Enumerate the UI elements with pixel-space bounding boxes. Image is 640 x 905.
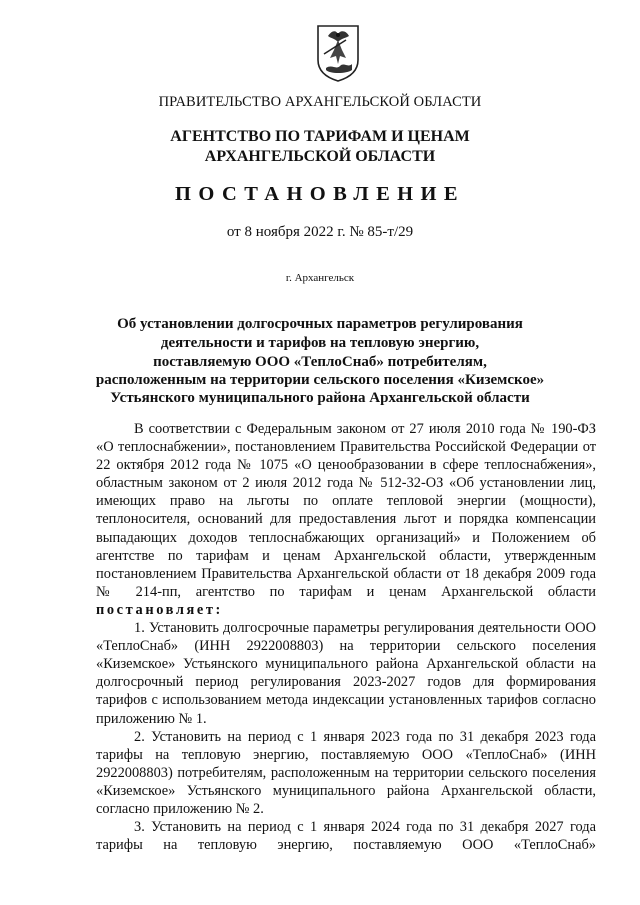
government-name: ПРАВИТЕЛЬСТВО АРХАНГЕЛЬСКОЙ ОБЛАСТИ: [158, 94, 482, 110]
document-city: г. Архангельск: [285, 272, 355, 284]
item-paragraph: 2. Установить на период с 1 января 2023 года по 31 декабря 2023 года тарифы на тепловую энергию, поставляемую ООО «ТеплоСнаб» (ИНН 2922008803) потребителям, расположенным на территории сельского поселения «Киземское» Устьянского муниципального района Архангельской области, согласно приложению № 2.: [96, 728, 596, 817]
agency-name-line-2: АРХАНГЕЛЬСКОЙ ОБЛАСТИ: [204, 148, 436, 165]
document-date-number: от 8 ноября 2022 г. № 85-т/29: [226, 224, 414, 240]
title-line: Устьянского муниципального района Архангельской области: [110, 390, 530, 406]
document-body: [96, 420, 596, 854]
resolves-keyword: постановляет:: [96, 601, 223, 618]
title-line: Об установлении долгосрочных параметров регулирования: [117, 316, 523, 332]
preamble-text: В соответствии с Федеральным законом от 27 июля 2010 года № 190-ФЗ «О теплоснабжении», постановлением Правительства Российской Федерации от 22 октября 2012 года № 1075 «О ценообразовании в сфере теплоснабжения», областным законом от 2 июля 2012 года № 512-32-ОЗ «Об установлении лиц, имеющих право на льготы по оплате тепловой энергии (мощности), теплоносителя, оснований для предоставления льгот и порядка компенсации выпадающих доходов теплоснабжающих организаций» и Положением об агентстве по тарифам и ценам Архангельской области, утвержденным постановлением Правительства Архангельской области от 18 декабря 2009 года № 214-пп, агентство по тарифам и ценам Архангельской области: [96, 421, 596, 600]
item-paragraph: 1. Установить долгосрочные параметры регулирования деятельности ООО «ТеплоСнаб» (ИНН 2922008803) на территории сельского поселения «Киземское» Устьянского муниципального района Архангельской области на долгосрочный период регулирования 2023-2027 годов для формирования тарифов с использованием метода индексации установленных тарифов согласно приложению № 1.: [96, 620, 596, 727]
title-line: расположенным на территории сельского поселения «Киземское»: [95, 372, 545, 388]
coat-of-arms-emblem: [316, 24, 360, 82]
title-line: поставляемую ООО «ТеплоСнаб» потребителям,: [153, 354, 487, 370]
title-line: деятельности и тарифов на тепловую энергию,: [160, 335, 480, 351]
preamble-paragraph: [96, 420, 596, 619]
document-type: ПОСТАНОВЛЕНИЕ: [175, 183, 465, 205]
agency-name-line-1: АГЕНТСТВО ПО ТАРИФАМ И ЦЕНАМ: [170, 128, 470, 145]
item-paragraph: 3. Установить на период с 1 января 2024 года по 31 декабря 2027 года тарифы на тепловую энергию, поставляемую ООО «ТеплоСнаб»: [96, 819, 596, 854]
